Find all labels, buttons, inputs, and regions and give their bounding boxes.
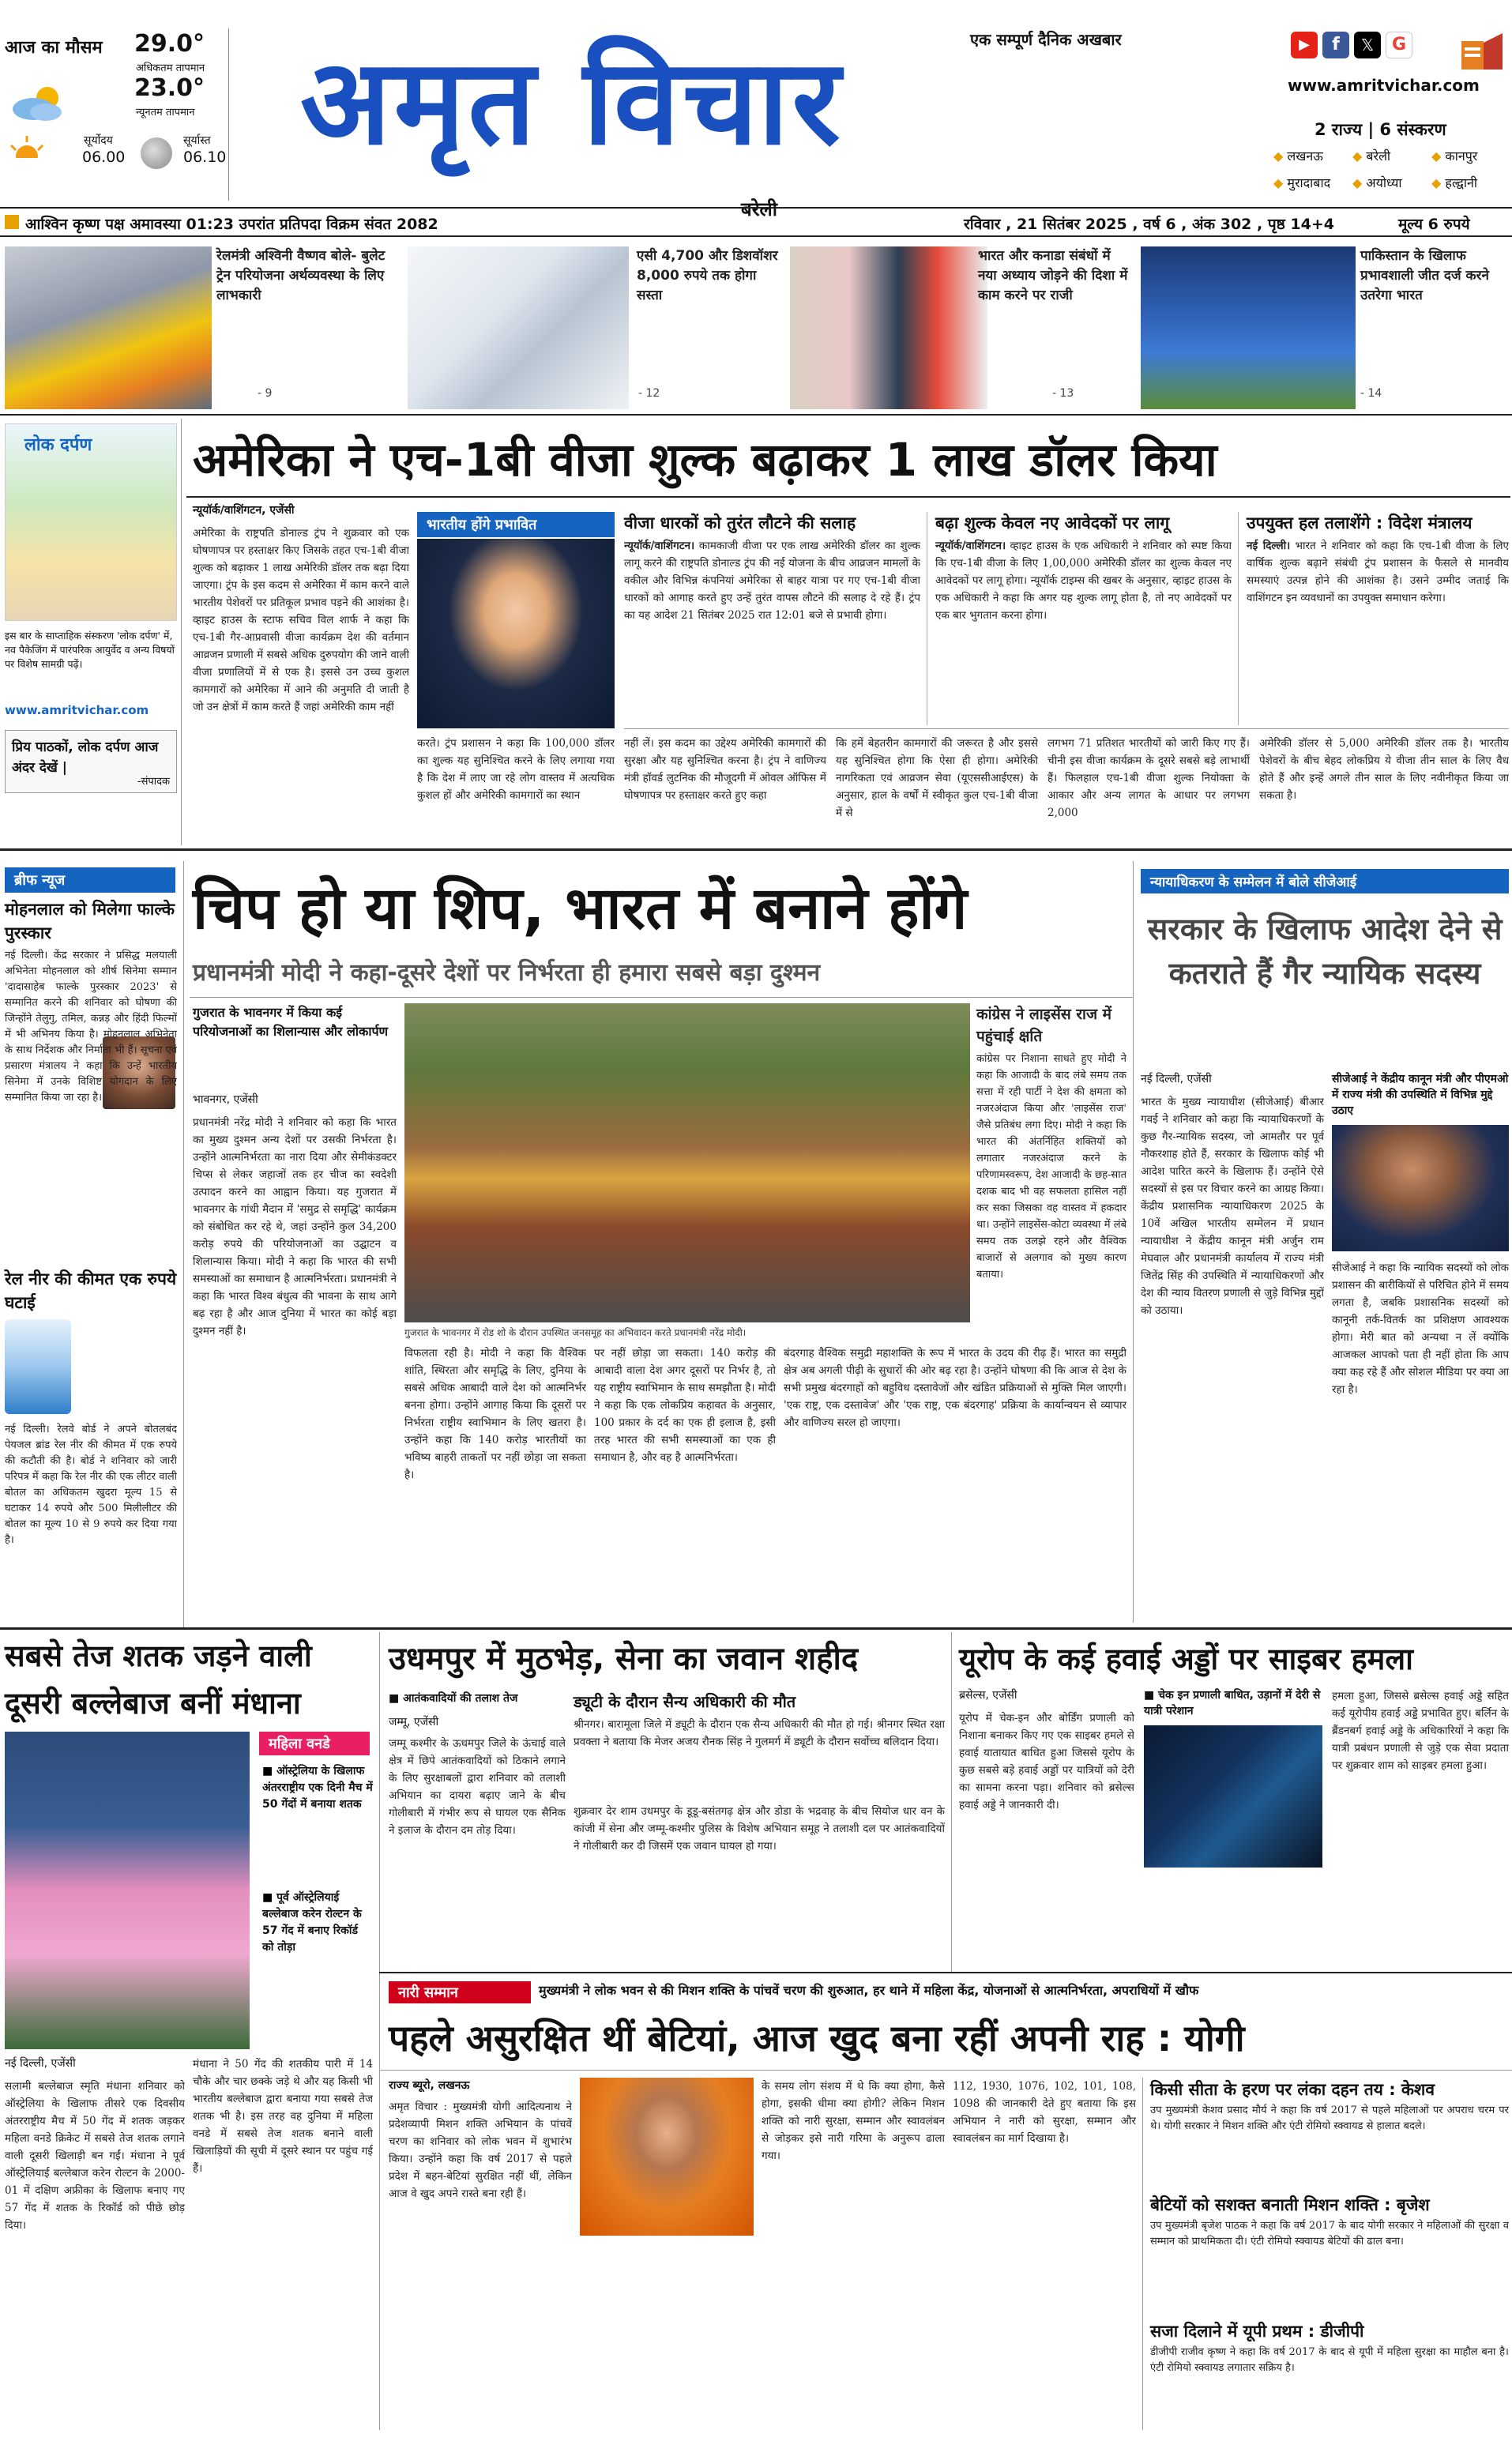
udhampur-sub-body: श्रीनगर। बारामूला जिले में ड्यूटी के दौरान एक सैन्य अधिकारी की मौत हो गई। श्रीनगर स्थित रक्षा प्रवक्ता ने बताया कि मेजर अजय रौनक सिंह ने गुलमर्ग में ड्यूटी के दौरान सर्वोच्च बलिदान दिया। xyxy=(574,1718,945,1748)
edition-item: ◆ बरेली xyxy=(1352,149,1391,164)
max-temp-label: अधिकतम तापमान xyxy=(136,62,205,74)
teaser-page: - 13 xyxy=(1052,387,1074,400)
yogi-body-1: अमृत विचार : मुख्यमंत्री योगी आदित्यनाथ ने प्रदेशव्यापी मिशन शक्ति अभियान के पांचवें चरण का शनिवार को लोक भवन में शुभारंभ किया। उन्होंने कहा कि वर्ष 2017 से पहले प्रदेश में बहन-बेटियां सुरक्षित नहीं थीं, लेकिन आज वे खुद अपने रास्ते बना रही हैं। xyxy=(389,2101,572,2200)
x-icon[interactable]: 𝕏 xyxy=(1354,32,1381,58)
brief-item-1 xyxy=(5,897,177,1261)
yogi-headline: पहले असुरक्षित थीं बेटियां, आज खुद बना रहीं अपनी राह : योगी xyxy=(389,2017,1245,2059)
min-temp: 23.0° xyxy=(134,74,205,102)
side-brief-body: उप मुख्यमंत्री केशव प्रसाद मौर्य ने कहा कि वर्ष 2017 से पहले महिलाओं पर अपराध चरम पर थे। योगी सरकार ने मिशन शक्ति और एंटी रोमियो स्क्वायड से हालात बदले। xyxy=(1150,2105,1509,2132)
lok-darpan-note: प्रिय पाठकों, लोक दर्पण आज अंदर देखें | xyxy=(12,739,159,776)
teaser-photo-ac xyxy=(408,246,629,409)
editions-label: 2 राज्य | 6 संस्करण xyxy=(1315,120,1446,139)
max-temp: 29.0° xyxy=(134,30,205,58)
cji-dateline: नई दिल्ली, एजेंसी xyxy=(1141,1073,1212,1085)
cji-photo-note: सीजेआई ने केंद्रीय कानून मंत्री और पीएमओ में राज्य मंत्री की उपस्थिति में विभिन्न मुद्दे उठाए xyxy=(1332,1073,1509,1117)
sunrise-icon xyxy=(3,131,51,171)
udhampur-headline: उधमपुर में मुठभेड़, सेना का जवान शहीद xyxy=(389,1641,859,1677)
cji-photo xyxy=(1332,1125,1509,1251)
cyber-dateline: ब्रसेल्स, एजेंसी xyxy=(959,1689,1017,1702)
side-brief-3 xyxy=(1150,2319,1509,2430)
yogi-body-3: 112, 1930, 1076, 102, 101, 108, 1098 की जानकारी देते हुए बताया कि इस अभियान ने नारी को सुरक्षा, सम्मान और स्वावलंबन का मार्ग दिखाया है। xyxy=(953,2080,1136,2145)
lead-body-6: अमेरिकी डॉलर से 5,000 अमेरिकी डॉलर तक है। भारतीय पेशेवरों के बीच बेहद लोकप्रिय ये वीजा तीन साल के लिए वैध होते हैं और इन्हें अगले तीन साल के लिए नवीनीकृत किया जा सकता है। xyxy=(1259,737,1509,802)
cji-body-2: सीजेआई ने कहा कि न्यायिक सदस्यों को लोक प्रशासन की बारीकियों से परिचित होने में समय लगता है, जबकि प्रशासनिक सदस्यों को कानूनी तर्क-वितर्क का प्रशिक्षण आवश्यक होगा। मेरी बात को अन्यथा न लें क्योंकि आजकल आपको पता ही नहीं होता कि आप क्या कह रहे हैं और सोशल मीडिया पर क्या आ रहा है। xyxy=(1332,1262,1509,1396)
bullet-icon: ■ xyxy=(389,1692,404,1705)
youtube-icon[interactable]: ▶ xyxy=(1291,32,1318,58)
side-story-3 xyxy=(1247,512,1509,725)
udhampur-dateline: जम्मू, एजेंसी xyxy=(389,1716,439,1728)
edition-item: ◆ कानपुर xyxy=(1431,149,1478,164)
side-story-1 xyxy=(624,512,927,725)
cji-kicker: न्यायाधिकरण के सम्मेलन में बोले सीजेआई xyxy=(1141,869,1509,893)
sunrise-time: 06.00 xyxy=(82,149,126,166)
cloud-icon xyxy=(6,84,70,123)
edition-item: ◆ हल्द्वानी xyxy=(1431,175,1477,190)
bullet-icon: ■ xyxy=(262,1891,277,1904)
congress-box xyxy=(976,1003,1126,1343)
mandhana-photo xyxy=(5,1732,250,2049)
brief-headline: मोहनलाल को मिलेगा फाल्के पुरस्कार xyxy=(5,900,175,942)
bullet-icon: ■ xyxy=(262,1765,277,1777)
brief-item-2 xyxy=(5,1267,177,1623)
lok-darpan-caption: इस बार के साप्ताहिक संस्करण 'लोक दर्पण' में, नव पैकेजिंग में पारंपरिक आयुर्वेद व अन्य विषयों पर विशेष सामग्री पढ़ें। xyxy=(5,630,175,670)
lead-body-1: अमेरिका के राष्ट्रपति डोनाल्ड ट्रंप ने शुक्रवार को एक घोषणापत्र पर हस्ताक्षर किए जिसके तहत एच-1बी वीजा शुल्क को बढ़ाकर 1 लाख अमेरिकी डॉलर तक बढ़ा दिया जाएगा। ट्रंप के इस कदम से अमेरिका में काम करने वाले भारतीय पेशेवरों पर प्रतिकूल प्रभाव पड़ने की आशंका है। व्हाइट हाउस के स्टाफ सचिव विल शार्फ ने कहा कि एच-1बी गैर-आप्रवासी वीजा कार्यक्रम देश की वर्तमान आव्रजन प्रणाली में सबसे अधिक दुरुपयोग की जाने वाली वीजा प्रणालियों में से एक है। इससे उन उच्च कुशल कामगारों को अमेरिका में आने की अनुमति दी जाती है जो उन क्षेत्रों में काम करते हैं जहां अमेरिकी काम नहीं xyxy=(193,527,409,713)
brief-body: नई दिल्ली। केंद्र सरकार ने प्रसिद्ध मलयाली अभिनेता मोहनलाल को शीर्ष सिनेमा सम्मान 'दादासाहेब फाल्के पुरस्कार 2023' से सम्मानित करने की शनिवार को घोषणा की जिन्होंने तेलुगु, तमिल, कन्नड़ और हिंदी फिल्मों में भी अभिनय किया है। मोहनलाल अभिनेता के साथ निर्देशक और निर्माता भी हैं। सूचना एवं प्रसारण मंत्रालय ने कहा कि उन्हें भारतीय सिनेमा में उनके विशिष्ट योगदान के लिए सम्मानित किया जा रहा है। xyxy=(5,950,177,1104)
teaser-page: - 14 xyxy=(1360,387,1382,400)
min-temp-label: न्यूनतम तापमान xyxy=(136,107,195,118)
teaser-text-rail[interactable]: रेलमंत्री अश्विनी वैष्णव बोले- बुलेट ट्रेन परियोजना अर्थव्यवस्था के लिए लाभकारी xyxy=(216,248,386,303)
mandhana-dateline: नई दिल्ली, एजेंसी xyxy=(5,2057,76,2070)
side-story-body: भारत ने शनिवार को कहा कि एच-1बी वीजा के लिए वार्षिक शुल्क बढ़ाने संबंधी ट्रंप प्रशासन के फैसले से मानवीय समस्याएं उत्पन्न होने की आशंका है। उसने उम्मीद जताई कि वाशिंगटन इन व्यवधानों का उपयुक्त समाधान करेगा। xyxy=(1247,540,1509,604)
trump-photo-kicker: भारतीय होंगे प्रभावित xyxy=(417,512,615,537)
modi-headline: चिप हो या शिप, भारत में बनाने होंगे xyxy=(193,875,968,942)
cyber-photo xyxy=(1144,1725,1322,1868)
yogi-strap: मुख्यमंत्री ने लोक भवन से की मिशन शक्ति के पांचवें चरण की शुरुआत, हर थाने में महिला केंद्र, योजनाओं से आत्मनिर्भरता, अपराधियों में खौफ xyxy=(539,1983,1199,1998)
side-story-headline: उपयुक्त हल तलाशेंगे : विदेश मंत्रालय xyxy=(1247,513,1473,532)
press-icon xyxy=(1457,25,1506,73)
masthead-title: अमृत विचार xyxy=(300,34,844,171)
udhampur-bullet: ■ आतंकवादियों की तलाश तेज xyxy=(389,1692,518,1705)
lead-body-2: करते। ट्रंप प्रशासन ने कहा कि 100,000 डॉलर का शुल्क यह सुनिश्चित करने के लिए लगाया गया है कि देश में लाए जा रहे लोग वास्तव में अत्यधिक कुशल हों और अमेरिकी कामगारों का स्थान xyxy=(417,737,615,802)
trump-photo xyxy=(417,539,615,728)
sunrise-label: सूर्योदय xyxy=(84,134,113,147)
modi-roadshow-photo xyxy=(404,1003,970,1322)
congress-headline: कांग्रेस ने लाइसेंस राज में पहुंचाई क्षति xyxy=(976,1006,1112,1045)
side-story-body: व्हाइट हाउस के एक अधिकारी ने शनिवार को स्पष्ट किया कि एच-1बी वीजा के लिए 1,00,000 अमेरिकी डॉलर का शुल्क केवल नए आवेदकों पर लागू होगा। न्यूयॉर्क टाइम्स की खबर के अनुसार, व्हाइट हाउस के एक अधिकारी ने कहा कि अगर यह शुल्क लागू होता है, तो नए आवेदकों पर एक बार भुगतान करना होगा। xyxy=(935,540,1232,622)
lead-dateline: न्यूयॉर्क/वाशिंगटन, एजेंसी xyxy=(193,504,295,517)
social-icons xyxy=(1291,32,1417,63)
cyber-bullet: ■ चेक इन प्रणाली बाधित, उड़ानों में देरी से यात्री परेशान xyxy=(1144,1689,1321,1717)
lok-darpan-cover[interactable] xyxy=(5,423,177,621)
moon-icon xyxy=(141,137,172,169)
udhampur-body-1: जम्मू कश्मीर के ऊधमपुर जिले के ऊंचाई वाले क्षेत्र में छिपे आतंकवादियों को ठिकाने लगाने के लिए सुरक्षाबलों द्वारा शनिवार को तलाशी अभियान का दायरा बढ़ाए जाने के बीच गोलीबारी में गंभीर रूप से घायल एक सैनिक ने इलाज के दौरान दम तोड़ दिया। xyxy=(389,1737,566,1837)
yogi-photo xyxy=(580,2078,754,2236)
dateline-bar xyxy=(0,207,1512,237)
yogi-kicker: नारी सम्मान xyxy=(389,1981,531,2003)
modi-body-3: पर नहीं छोड़ा जा सकता। 140 करोड़ की आबादी वाला देश अगर दूसरों पर निर्भर है, तो यह राष्ट्रीय स्वाभिमान के साथ समझौता है। मोदी ने कहा कि एक लोकप्रिय कहावत के अनुसार, 100 प्रकार के दर्द का एक ही इलाज है, इसी तरह भारत की सभी समस्याओं का एक ही समाधान है, और वह है आत्मनिर्भरता। xyxy=(594,1347,776,1464)
side-brief-2 xyxy=(1150,2193,1509,2304)
price: मूल्य 6 रुपये xyxy=(1398,216,1470,233)
teaser-text-canada[interactable]: भारत और कनाडा संबंधों में नया अध्याय जोड़ने की दिशा में काम करने पर राजी xyxy=(978,248,1128,303)
cji-headline: सरकार के खिलाफ आदेश देने से कतराते हैं गैर न्यायिक सदस्य xyxy=(1147,912,1503,991)
lok-darpan-signoff: -संपादक xyxy=(137,776,170,788)
modi-photo-caption: गुजरात के भावनगर में रोड शो के दौरान उपस्थित जनसमूह का अभिवादन करते प्रधानमंत्री नरेंद्र मोदी। xyxy=(404,1327,747,1338)
cji-body-1: भारत के मुख्य न्यायाधीश (सीजेआई) बीआर गवई ने शनिवार को कहा कि न्यायाधिकरणों के कुछ गैर-न्यायिक सदस्य, जो आमतौर पर पूर्व नौकरशाह होते हैं, सरकार के खिलाफ कोई भी आदेश पारित करने के खिलाफ हैं। उन्होंने ऐसे सदस्यों से इस पर विचार करने का आग्रह किया। केंद्रीय प्रशासनिक न्यायाधिकरण 2025 के 10वें अखिल भारतीय सम्मेलन में प्रधान न्यायाधीश ने केंद्रीय कानून मंत्री अर्जुन राम मेघवाल और प्रधानमंत्री कार्यालय में राज्य मंत्री जितेंद्र सिंह की उपस्थिति में न्यायाधिकरणों और देश की न्याय वितरण प्रणाली से जुड़े विभिन्न मुद्दों को उठाया। xyxy=(1141,1096,1324,1317)
yogi-body-2: के समय लोग संशय में थे कि क्या होगा, कैसे होगा, इसकी धीमा क्या होगी? लेकिन मिशन शक्ति को नारी सुरक्षा, सम्मान और स्वावलंबन से जोड़कर इसे नारी गरिमा के अनुरूप ढाला गया। xyxy=(762,2080,945,2162)
panchang: आश्विन कृष्ण पक्ष अमावस्या 01:23 उपरांत प्रतिपदा विक्रम संवत 2082 xyxy=(25,216,438,233)
congress-body: कांग्रेस पर निशाना साधते हुए मोदी ने कहा कि आजादी के बाद लंबे समय तक सत्ता में रही पार्टी ने देश की क्षमता को नजरअंदाज किया और 'लाइसेंस राज' जैसे प्रतिबंध लगा दिए। मोदी ने कहा कि भारत की अंतर्निहित शक्तियों को लगातार नजरअंदाज करने के परिणामस्वरूप, देश आजादी के छह-सात दशक बाद भी वह सफलता हासिल नहीं कर सका जिसका वह वास्तव में हकदार था। उन्होंने लाइसेंस-कोटा व्यवस्था में लंबे समय तक उलझे रहने और वैश्विक बाजारों से अलगाव को मुख्य कारण बताया। xyxy=(976,1053,1126,1281)
dateline: रविवार , 21 सितंबर 2025 , वर्ष 6 , अंक 302 , पृष्ठ 14+4 xyxy=(964,216,1335,233)
editions-list xyxy=(1273,147,1510,199)
lead-body-3: नहीं लें। इस कदम का उद्देश्य अमेरिकी कामगारों की सुरक्षा और यह सुनिश्चित करना है। ट्रंप ने वाणिज्य मंत्री हॉवर्ड लुटनिक की मौजूदगी में ओवल ऑफिस में घोषणापत्र पर हस्ताक्षर करते हुए कहा xyxy=(624,737,826,802)
masthead-tagline: एक सम्पूर्ण दैनिक अखबार xyxy=(970,30,1122,49)
masthead-city: बरेली xyxy=(741,198,778,220)
side-story-body: कामकाजी वीजा पर एक लाख अमेरिकी डॉलर का शुल्क लागू करने की राष्ट्रपति डोनाल्ड ट्रंप की नई योजना के बीच आव्रजन मामलों के वकील और विभिन्न कंपनियां अमेरिका से बाहर यात्रा पर गए एच-1बी वीजा धारकों को आगाह करते हुए उन्हें तुरंत वापस लौटने की सलाह दे रहे हैं। ट्रंप का यह आदेश 21 सितंबर 2025 रात 12:01 बजे से प्रभावी होगा। xyxy=(624,540,920,622)
side-story-2 xyxy=(935,512,1239,725)
teaser-photo-canada xyxy=(790,246,987,409)
modi-subhead: प्रधानमंत्री मोदी ने कहा-दूसरे देशों पर निर्भरता ही हमारा सबसे बड़ा दुश्मन xyxy=(193,959,821,987)
udhampur-sub xyxy=(574,1691,945,1798)
cyber-body-2: हमला हुआ, जिससे ब्रसेल्स हवाई अड्डे सहित कई यूरोपीय हवाई अड्डे प्रभावित हुए। बर्लिन के ब्रैंडनबर्ग हवाई अड्डे के अधिकारियों ने कहा कि यात्री प्रबंधन प्रणाली से जुड़े एक सेवा प्रदाता पर शुक्रवार शाम को साइबर हमला हुआ। xyxy=(1332,1690,1509,1772)
lead-headline: अमेरिका ने एच-1बी वीजा शुल्क बढ़ाकर 1 लाख डॉलर किया xyxy=(193,433,1217,487)
google-icon[interactable]: G xyxy=(1386,32,1412,58)
cyber-headline: यूरोप के कई हवाई अड्डों पर साइबर हमला xyxy=(959,1642,1413,1676)
teaser-text-cricket[interactable]: पाकिस्तान के खिलाफ प्रभावशाली जीत दर्ज करने उतरेगा भारत xyxy=(1360,248,1489,303)
brief-news-kicker: ब्रीफ न्यूज xyxy=(5,867,175,893)
modi-body-4: बंदरगाह वैश्विक समुद्री महाशक्ति के रूप में भारत के उदय की रीढ़ हैं। भारत का समुद्री क्षेत्र अब अगली पीढ़ी के सुधारों की ओर बढ़ रहा है। उन्होंने घोषणा की कि आज से देश के सभी प्रमुख बंदरगाहों को बहुविध दस्तावेजों और खंडित प्रक्रियाओं से मुक्ति मिल जाएगी। 'एक राष्ट्र, एक दस्तावेज' और 'एक राष्ट्र, एक बंदरगाह' प्रक्रिया के कार्यान्वयन से व्यापार और वाणिज्य सरल हो जाएगा। xyxy=(784,1347,1126,1429)
cyber-body-1: यूरोप में चेक-इन और बोर्डिंग प्रणाली को निशाना बनाकर किए गए एक साइबर हमले से हवाई यातायात बाधित हुआ जिससे यूरोप के कुछ सबसे बड़े हवाई अड्डों पर यात्रियों को देरी का सामना करना पड़ा। शनिवार को ब्रसेल्स हवाई अड्डे ने जानकारी दी। xyxy=(959,1712,1134,1811)
side-brief-headline: किसी सीता के हरण पर लंका दहन तय : केशव xyxy=(1150,2080,1435,2099)
brief-body: नई दिल्ली। रेलवे बोर्ड ने अपने बोतलबंद पेयजल ब्रांड रेल नीर की कीमत में एक रुपये की कटौती की है। बोर्ड ने शनिवार को जारी परिपत्र में कहा कि रेल नीर की एक लीटर वाली बोतल का अधिकतम खुदरा मूल्य 15 से घटाकर 14 रुपये और 500 मिलीलीटर की बोतल का मूल्य 10 से 9 रुपये कर दिया गया है। xyxy=(5,1424,177,1546)
edition-item: ◆ मुरादाबाद xyxy=(1273,175,1331,190)
teaser-photo-cricket xyxy=(1141,246,1356,409)
side-story-dateline: न्यूयॉर्क/वाशिंगटन। xyxy=(624,540,695,552)
teaser-photo-rail xyxy=(5,246,212,409)
side-brief-body: डीजीपी राजीव कृष्ण ने कहा कि वर्ष 2017 के बाद से यूपी में महिला सुरक्षा का माहौल बना है। एंटी रोमियो स्क्वायड लगातार सक्रिय है। xyxy=(1150,2346,1509,2374)
lead-body-5: लगभग 71 प्रतिशत भारतीयों को जारी किए गए हैं। चीनी इस वीजा कार्यक्रम के दूसरे सबसे बड़े लाभार्थी हैं। फिलहाल एच-1बी वीजा शुल्क नियोक्ता के आकार और अन्य लागत के आधार पर लगभग 2,000 xyxy=(1047,737,1250,819)
side-brief-headline: सजा दिलाने में यूपी प्रथम : डीजीपी xyxy=(1150,2322,1364,2341)
modi-body-2: विफलता रही है। मोदी ने कहा कि वैश्विक शांति, स्थिरता और समृद्धि के लिए, दुनिया के सबसे अधिक आबादी वाले देश को आत्मनिर्भर बनना होगा। उन्होंने आगाह किया कि दूसरों पर निर्भरता राष्ट्रीय स्वाभिमान के लिए खतरा है। उन्होंने कहा कि 140 करोड़ भारतीयों का भविष्य बाहरी ताकतों पर नहीं छोड़ा जा सकता है। xyxy=(404,1347,586,1481)
mandhana-body-2: मंधाना ने 50 गेंद की शतकीय पारी में 14 चौके और चार छक्के जड़े थे और यह किसी भी भारतीय बल्लेबाज द्वारा बनाया गया सबसे तेज शतक भी है। इस तरह वह दुनिया में महिला वनडे में सबसे तेज शतक बनाने वाली खिलाड़ियों की सूची में दूसरे स्थान पर पहुंच गई हैं। xyxy=(193,2058,373,2175)
mandhana-bullet-1: ■ ऑस्ट्रेलिया के खिलाफ अंतरराष्ट्रीय एक दिनी मैच में 50 गेंदों में बनाया शतक xyxy=(262,1765,373,1811)
teaser-page: - 12 xyxy=(638,387,660,400)
sunset-time: 06.10 xyxy=(183,149,227,166)
website-url[interactable]: www.amritvichar.com xyxy=(1288,76,1480,95)
lok-darpan-url[interactable]: www.amritvichar.com xyxy=(5,703,149,717)
edition-item: ◆ अयोध्या xyxy=(1352,175,1402,190)
side-brief-1 xyxy=(1150,2078,1509,2188)
modi-bullet: गुजरात के भावनगर में किया कई परियोजनाओं का शिलान्यास और लोकार्पण xyxy=(193,1005,389,1039)
bullet-icon: ■ xyxy=(1144,1689,1159,1702)
facebook-icon[interactable]: f xyxy=(1322,32,1349,58)
mandhana-headline: सबसे तेज शतक जड़ने वाली दूसरी बल्लेबाज बनीं मंधाना xyxy=(5,1638,312,1721)
yogi-dateline: राज्य ब्यूरो, लखनऊ xyxy=(389,2079,470,2092)
side-brief-headline: बेटियों को सशक्त बनाती मिशन शक्ति : बृजेश xyxy=(1150,2195,1430,2214)
side-brief-body: उप मुख्यमंत्री बृजेश पाठक ने कहा कि वर्ष 2017 के बाद योगी सरकार ने महिलाओं की सुरक्षा व सम्मान को प्राथमिकता दी। एंटी रोमियो स्क्वायड बेटियों की ढाल बना। xyxy=(1150,2220,1509,2248)
side-story-dateline: नई दिल्ली। xyxy=(1247,540,1291,552)
lok-darpan-title: लोक दर्पण xyxy=(24,435,92,455)
teaser-strip xyxy=(0,240,1512,416)
brief-headline: रेल नीर की कीमत एक रुपये घटाई xyxy=(5,1270,177,1312)
udhampur-sub-headline: ड्यूटी के दौरान सैन्य अधिकारी की मौत xyxy=(574,1692,796,1711)
water-bottle-photo xyxy=(5,1319,71,1414)
bullet-icon xyxy=(5,215,19,229)
lead-body-4: कि हमें बेहतरीन कामगारों की जरूरत है और इससे यह सुनिश्चित होगा कि ऐसा ही होगा। अमेरिकी नागरिकता एवं आव्रजन सेवा (यूएससीआईएस) के अनुसार, हाल के वर्षों में स्वीकृत कुल एच-1बी वीजा में से xyxy=(836,737,1038,819)
mandhana-body-1: सलामी बल्लेबाज स्मृति मंधाना शनिवार को ऑस्ट्रेलिया के खिलाफ तीसरे एक दिवसीय अंतरराष्ट्रीय मैच में 50 गेंद में शतक जड़कर महिला वनडे क्रिकेट में सबसे तेज शतक लगाने वाली दूसरी खिलाड़ी बन गईं। मंधाना ने पूर्व ऑस्ट्रेलियाई बल्लेबाज करेन रोल्टन के 2000-01 में दक्षिण अफ्रीका के खिलाफ बनाए गए 57 गेंद में शतक के रिकॉर्ड को पीछे छोड़ दिया। xyxy=(5,2080,185,2232)
sunset-label: सूर्यास्त xyxy=(183,134,211,147)
mandhana-kicker: महिला वनडे xyxy=(259,1732,370,1755)
mandhana-bullet-2: ■ पूर्व ऑस्ट्रेलियाई बल्लेबाज करेन रोल्टन के 57 गेंद में बनाए रिकॉर्ड को तोड़ा xyxy=(262,1891,362,1954)
udhampur-body-2: शुक्रवार देर शाम उधमपुर के डूडू-बसंतगढ़ क्षेत्र और डोडा के भद्रवाह के बीच सियोज धार वन के कांजी में सेना और जम्मू-कश्मीर पुलिस के विशेष अभियान समूह ने तलाशी दल पर आतंकवादियों ने गोलीबारी कर दी जिसमें एक जवान घायल हो गया। xyxy=(574,1805,945,1853)
side-story-headline: बढ़ा शुल्क केवल नए आवेदकों पर लागू xyxy=(935,513,1170,532)
edition-item: ◆ लखनऊ xyxy=(1273,149,1323,164)
weather-box xyxy=(0,28,229,201)
side-story-headline: वीजा धारकों को तुरंत लौटने की सलाह xyxy=(624,513,856,532)
weather-label: आज का मौसम xyxy=(5,38,103,58)
modi-dateline: भावनगर, एजेंसी xyxy=(193,1093,258,1106)
teaser-text-ac[interactable]: एसी 4,700 और डिशवॉशर 8,000 रुपये तक होगा सस्ता xyxy=(637,248,778,303)
side-story-dateline: न्यूयॉर्क/वाशिंगटन। xyxy=(935,540,1006,552)
teaser-page: - 9 xyxy=(258,387,273,400)
modi-body-1: प्रधानमंत्री नरेंद्र मोदी ने शनिवार को कहा कि भारत का मुख्य दुश्मन अन्य देशों पर उसकी निर्भरता है। उन्होंने आत्मनिर्भरता का नारा दिया और सेमीकंडक्टर चिप्स से लेकर जहाजों तक हर चीज का स्वदेशी उत्पादन करने का आह्वान किया। यह गुजरात में भावनगर के गांधी मैदान में 'समुद्र से समृद्धि' कार्यक्रम को संबोधित कर रहे थे, जहां उन्होंने कुल 34,200 करोड़ रुपये की परियोजनाओं का उद्घाटन व शिलान्यास किया। मोदी ने कहा कि भारत की सभी समस्याओं का समाधान है आत्मनिर्भरता। प्रधानमंत्री ने कहा कि भारत विश्व बंधुत्व की भावना के साथ आगे बढ़ रहा है और आज दुनिया में भारत का कोई बड़ा दुश्मन नहीं है। xyxy=(193,1116,397,1337)
lok-darpan-box xyxy=(0,419,182,845)
lok-darpan-note-box xyxy=(5,730,177,793)
